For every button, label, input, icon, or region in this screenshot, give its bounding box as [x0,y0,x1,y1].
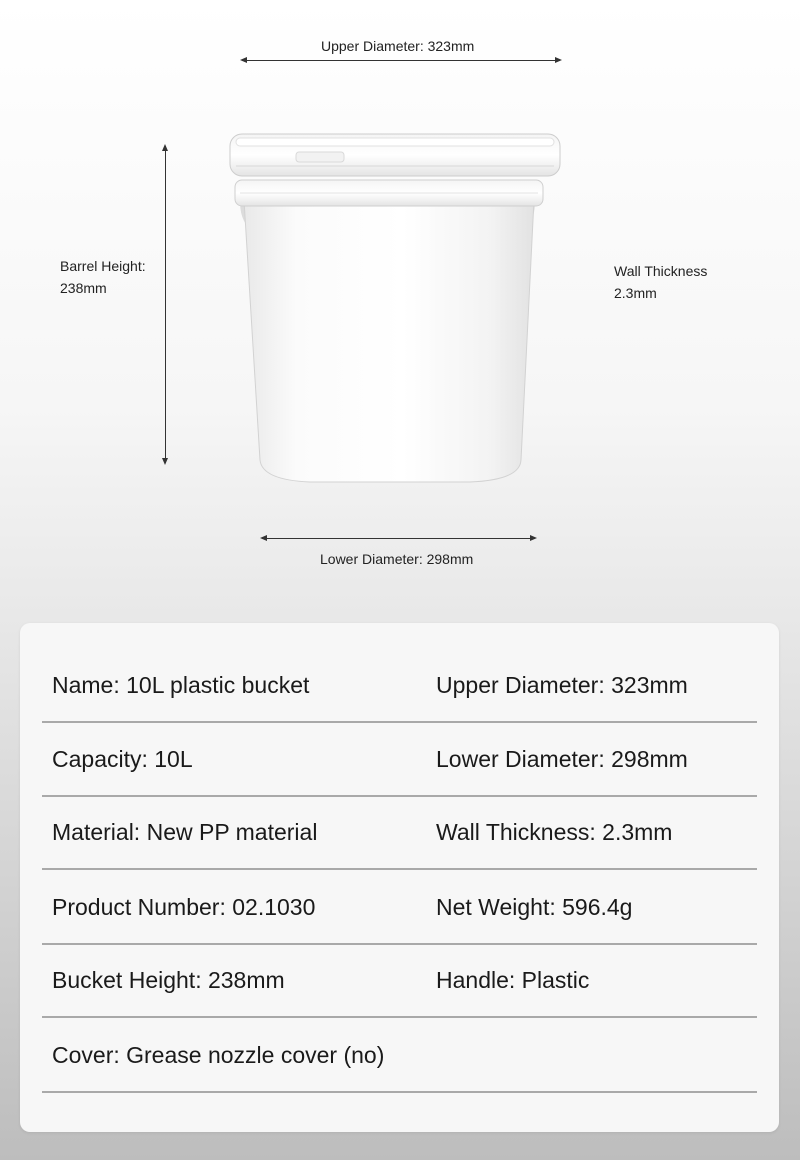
spec-row-2 [42,723,757,797]
spec-bucket-height: Bucket Height: 238mm [52,967,285,993]
lower-diameter-label: Lower Diameter: 298mm [320,551,474,567]
spec-table [20,623,779,1132]
spec-row-1 [42,649,757,723]
upper-diameter-label: Upper Diameter: 323mm [321,38,475,54]
spec-capacity: Capacity: 10L [52,746,193,772]
spec-net-weight: Net Weight: 596.4g [436,894,633,920]
spec-row-5 [42,944,757,1018]
spec-row-6 [42,1019,757,1093]
spec-upper-diameter: Upper Diameter: 323mm [436,672,688,698]
spec-lower-diameter: Lower Diameter: 298mm [436,746,688,772]
spec-wall-thickness: Wall Thickness: 2.3mm [436,819,673,845]
spec-row-4 [42,871,757,945]
wall-thickness-label: Wall Thickness [614,263,708,279]
spec-handle: Handle: Plastic [436,967,590,993]
spec-name: Name: 10L plastic bucket [52,672,310,698]
spec-row-3 [42,796,757,870]
barrel-height-value: 238mm [60,280,107,296]
barrel-height-label: Barrel Height: [60,258,146,274]
spec-product-number: Product Number: 02.1030 [52,894,316,920]
spec-cover: Cover: Grease nozzle cover (no) [52,1042,385,1068]
spec-material: Material: New PP material [52,819,318,845]
wall-thickness-value: 2.3mm [614,285,657,301]
